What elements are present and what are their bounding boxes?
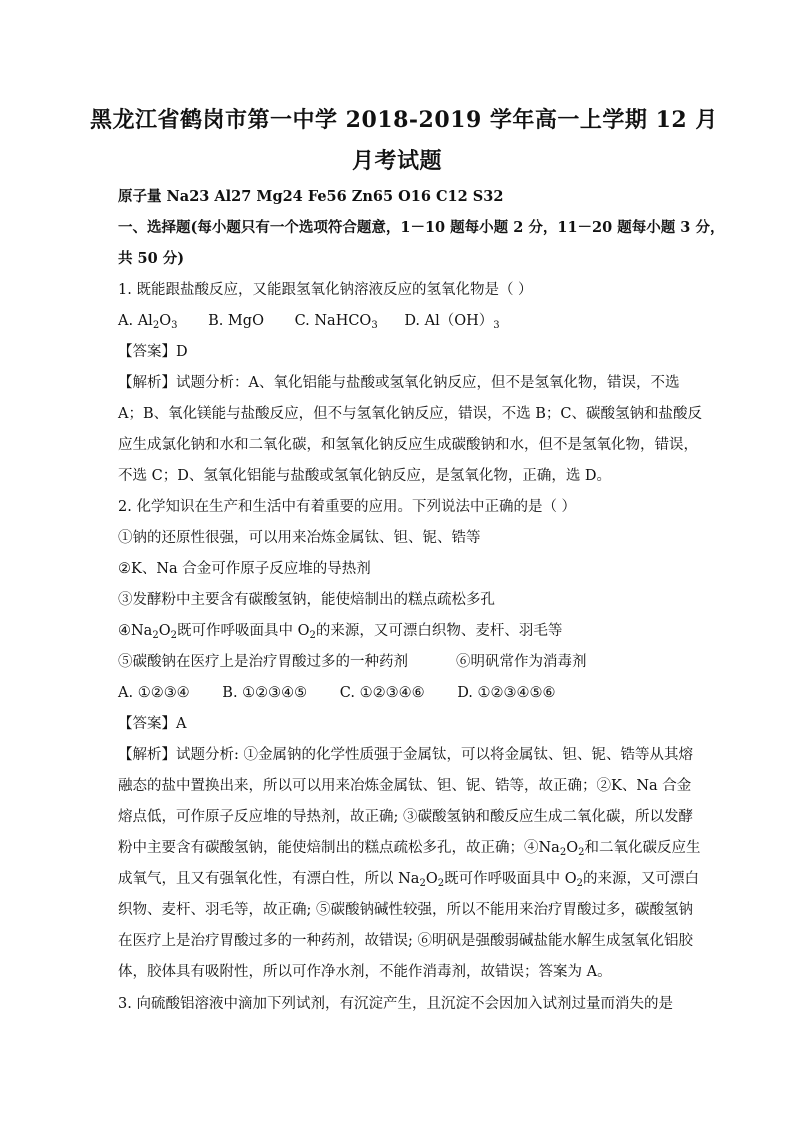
question-2-analysis-line: 【解析】试题分析: ①金属钠的化学性质强于金属钛，可以将金属钛、钽、铌、锆等从其熔 — [118, 747, 693, 763]
question-2-item-4: $④Na_2O_2$既可作呼吸面具中 $O_2$的来源，又可漂白织物、麦杆、羽毛等 — [118, 623, 563, 641]
question-1-analysis-line: 不选 C；D、氢氧化铝能与盐酸或氢氧化钠反应，是氢氧化物，正确，选 D。 — [118, 468, 612, 484]
question-1-stem: 1. 既能跟盐酸反应，又能跟氢氧化钠溶液反应的氢氧化物是（ ） — [118, 282, 533, 298]
option-a: A. $Al_2O_3$ — [118, 313, 178, 331]
question-2-options — [118, 683, 556, 703]
question-3-stem: 3. 向硫酸铝溶液中滴加下列试剂，有沉淀产生，且沉淀不会因加入试剂过量而消失的是 — [118, 996, 673, 1012]
question-2-analysis-line: 成氧气，且又有强氧化性，有漂白性，所以 $Na_2O_2$既可作呼吸面具中 $O_2$的来源，又可漂白 — [118, 871, 699, 889]
question-2-item-2: ②K、Na 合金可作原子反应堆的导热剂 — [118, 561, 371, 577]
option-b: B. MgO — [208, 313, 264, 329]
option-a: A. ①②③④ — [118, 685, 190, 701]
question-2-analysis-line: 织物、麦杆、羽毛等，故正确; ⑤碳酸钠碱性较强，所以不能用来治疗胃酸过多，碳酸氢钠 — [118, 902, 693, 918]
question-1-options — [118, 311, 500, 331]
option-c: C. NaHCO$_3$ — [294, 313, 378, 331]
question-2-item-3: ③发酵粉中主要含有碳酸氢钠，能使焙制出的糕点疏松多孔 — [118, 592, 495, 608]
option-d: D. $Al(OH)_3$ — [404, 313, 500, 331]
question-2-analysis-line: 熔点低，可作原子反应堆的导热剂，故正确; ③碳酸氢钠和酸反应生成二氧化碳，所以发酵 — [118, 809, 693, 825]
question-2-stem: 2. 化学知识在生产和生活中有着重要的应用。下列说法中正确的是（ ） — [118, 499, 577, 515]
question-2-analysis-line: 融态的盐中置换出来，所以可以用来冶炼金属钛、钽、铌、锆等，故正确；②K、Na 合金 — [118, 778, 692, 794]
section-header-line2: 共 50 分) — [118, 250, 185, 267]
question-1-analysis-line: 应生成氯化钠和水和二氧化碳，和氢氧化钠反应生成碳酸钠和水，但不是氢氧化物，错误， — [118, 437, 698, 453]
document-title-line1: 黑龙江省鹤岗市第一中学 2018-2019 学年高一上学期 12 月 — [90, 107, 718, 133]
question-1-analysis-line: A；B、氧化镁能与盐酸反应，但不与氢氧化钠反应，错误，不选 B；C、碳酸氢钠和盐酸反 — [118, 406, 702, 422]
question-1-analysis-line: 【解析】试题分析：A、氧化铝能与盐酸或氢氧化钠反应，但不是氢氧化物，错误，不选 — [118, 375, 680, 391]
section-header-line1: 一、选择题(每小题只有一个选项符合题意，1－10 题每小题 2 分，11－20 题每小题 3 分， — [118, 219, 725, 236]
question-2-item-1: ①钠的还原性很强，可以用来冶炼金属钛、钽、铌、锆等 — [118, 530, 481, 546]
atomic-mass-line: 原子量 Na23 Al27 Mg24 Fe56 Zn65 O16 C12 S32 — [118, 188, 504, 205]
option-d: D. ①②③④⑤⑥ — [457, 685, 556, 701]
question-2-analysis-line: 体，胶体具有吸附性，所以可作净水剂，不能作消毒剂，故错误；答案为 A。 — [118, 964, 612, 980]
option-b: B. ①②③④⑤ — [222, 685, 308, 701]
question-1-answer: 【答案】D — [118, 344, 188, 360]
option-c: C. ①②③④⑥ — [339, 685, 425, 701]
question-2-analysis-line: 粉中主要含有碳酸氢钠，能使焙制出的糕点疏松多孔，故正确；$④Na_2O_2$和二氧化碳反应生 — [118, 840, 701, 858]
document-title-line2: 月考试题 — [351, 148, 442, 174]
question-2-item-5: ⑤碳酸钠在医疗上是治疗胃酸过多的一种药剂 — [118, 654, 408, 670]
question-2-answer: 【答案】A — [118, 716, 187, 732]
question-2-analysis-line: 在医疗上是治疗胃酸过多的一种药剂，故错误; ⑥明矾是强酸弱碱盐能水解生成氢氧化铝胶 — [118, 933, 693, 949]
question-2-item-6: ⑥明矾常作为消毒剂 — [456, 654, 587, 670]
